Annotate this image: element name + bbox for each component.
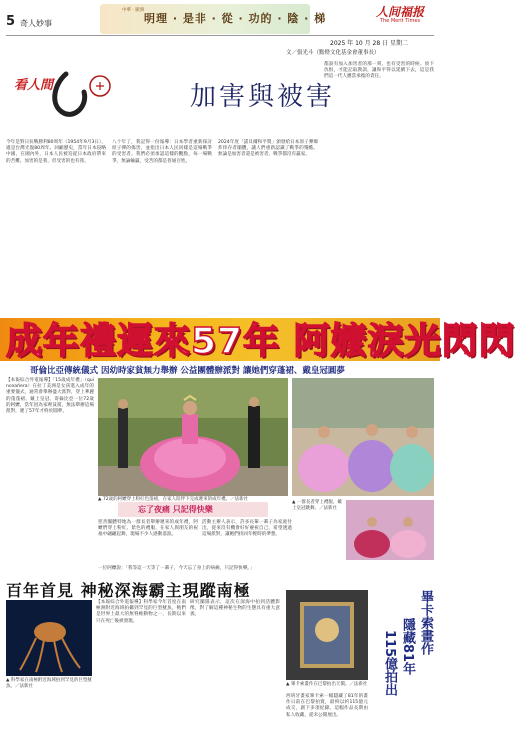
feature-text-2 [98,520,198,568]
feature-headline: 成年禮遲來57年 阿嬤淚光閃閃 [6,321,516,362]
header-divider [6,35,434,36]
quinceanera-photo [98,378,288,496]
column-text-3 [218,140,318,310]
column-text-2 [112,140,212,310]
banner-text: 明理 · 是非 · 從 · 功的 · 陰 · 梯 [144,12,327,25]
feature-text-4 [98,566,292,574]
header-banner [100,4,327,34]
column-paragraph: 都說有加入加害者的那一刻，也有受害的時候。放下仇恨，才能記取教訓，讓和平得以延續下去，這是我們這一代人應當承擔的責任。 [324,62,434,80]
logo-english: The Merit Times [379,18,421,24]
sidebar-paragraph: 西班牙畫家畢卡索一幅隱藏了81年的畫作日前在巴黎拍賣，最終以約115億元成交，創下多項紀錄。這幅作品長期由私人收藏，從未公開展出。 [286,694,368,718]
column-series-logo [14,66,174,126]
column-title: 加害與被害 [190,82,336,112]
science-text-1 [96,600,186,728]
feature-paragraph: 活動主辦人表示，許多長輩一輩子為家庭付出，從來沒有機會好好慶祝自己，希望透過這場派對，讓她們找回年輕時的夢想。 [202,520,292,538]
feature-photo-caption: ▲ 72歲的阿嬤穿上粉紅色蓬裙，在家人陪伴下完成遲來的成年禮。／法新社 [98,497,249,502]
sidebar-caption: ▲ 畢卡索畫作在巴黎拍出天價。／法新社 [286,682,368,687]
column-text-4 [324,62,434,310]
science-paragraph: 【本報綜合外電報導】科學家今年首度在南極洲附近海域拍攝到罕見的巨型魷魚，牠們是世界上最大的無脊椎動物之一，長期以來只在死亡後被發現。 [96,600,186,624]
banner-small-text: 中華 · 歐洲 [122,8,145,13]
logo-chinese: 人间福报 [375,5,424,19]
page-number: 5 [6,14,16,29]
picasso-painting-photo [286,590,368,680]
squid-photo [6,600,92,676]
sidebar-vertical-title-1: 畢卡索畫作 [418,590,433,655]
feature-side-photo [292,378,434,496]
science-photo [6,600,92,676]
science-paragraph: 研究團隊表示，這次在深海中拍到活體影像，對了解這種神秘生物的生態具有重大意義。 [190,600,280,618]
column-series-title: 看人間 [14,78,54,93]
feature-paragraph: 【本報綜合外電報導】「15歲成年禮」（quinceañera）在拉丁美洲是女孩進入成年的重要儀式，通常會舉辦盛大派對，穿上華麗的蓬蓬裙、戴上皇冠。哥倫比亞一位72歲的阿嬤，當年因為家裡貧窮，無法舉辦這場派對，遲了57年才終於圓夢。 [6,378,94,415]
science-text-2 [190,600,280,728]
sidebar-text [286,694,368,730]
sidebar-vertical-title-3: 115億拍出 [382,630,397,697]
feature-main-photo [98,378,288,496]
science-caption: ▲ 科學家在南極附近海域拍到罕見的巨型魷魚。／法新社 [6,678,92,689]
feature-text-1 [6,378,94,568]
feature-inset-photo [346,500,434,560]
dancing-elders-photo [292,378,434,496]
feature-side-caption: ▲ 一群長者穿上禮服，戴上皇冠跳舞。／法新社 [292,500,342,511]
sidebar-vertical-title-2: 隱藏81年 [400,618,415,676]
issue-date: 2025 年 10 月 28 日 星期二 [330,40,408,47]
feature-subtitle: 哥倫比亞傳統儀式 因幼時家貧無力舉辦 公益團體辦派對 讓她們穿蓬裙、戴皇冠圓夢 [30,366,345,376]
column-paragraph: 八十年了，我記得一份報導：日本學者重新探討原子彈的傷害，並指出日本人民同樣是這場戰爭的受害者。我們必須承認這樣的觀點，每一場戰爭，無論輸贏，受苦的都是普通百姓。 [112,140,212,164]
column-paragraph: 今年是對日抗戰勝利80周年（1954年9月3日），適是台灣光復80周年。回顧歷史，當年日本侵略中國，在國內外，日本人民被迫從日本政府帶來的苦難。加害的是我，但受害的也有我。 [6,140,106,164]
section-name: 奇人妙事 [20,19,52,28]
column-byline: 文／張光斗（點燈文化基金會董事長） [286,50,380,56]
column-paragraph: 2024年度「諾貝爾和平獎」頒發給日本原子彈爆炸倖存者團體，讓人們重新認識了戰爭的殘酷。無論是加害者還是被害者，戰爭都沒有贏家。 [218,140,318,158]
newspaper-logo [372,6,428,26]
sidebar-photo [286,590,368,680]
feature-subheading-text: 忘了夜痛 只記得快樂 [138,505,213,514]
science-headline: 百年首見 神秘深海霸主現蹤南極 [6,581,251,600]
feature-subheading [118,502,268,517]
feature-paragraph: 一位阿嬤說：「我等這一天等了一輩子，今天忘了身上的病痛，只記得快樂。」 [98,566,255,571]
feature-paragraph: 慈善團體特地為一群長者舉辦遲來的成年禮，阿嬤們穿上粉紅、紫色的禮服，在家人與朋友的祝福中翩翩起舞，現場不少人感動落淚。 [98,520,198,538]
dance-inset-photo [346,500,434,560]
feature-text-3 [202,520,292,568]
column-text-1 [6,140,106,310]
